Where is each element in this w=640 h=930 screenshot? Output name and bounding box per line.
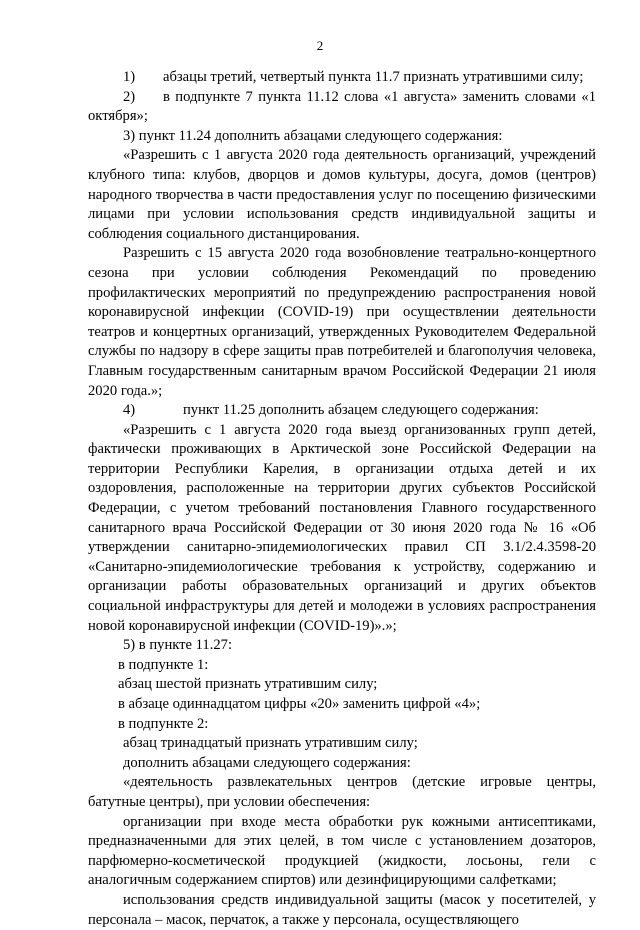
paragraph-item-3: 3) пункт 11.24 дополнить абзацами следующего содержания:	[123, 127, 503, 144]
list-number: 4)	[123, 402, 136, 419]
paragraph-item-2	[88, 88, 596, 127]
paragraph-item-1	[88, 68, 596, 88]
paragraph-item-5: 5) в пункте 11.27:	[123, 637, 233, 654]
list-number: 1)	[123, 69, 136, 85]
paragraph-add-abzacs: дополнить абзацами следующего содержания:	[123, 754, 411, 771]
paragraph-subpoint-2: в подпункте 2:	[118, 715, 209, 732]
paragraph-text: пункт 11.25 дополнить абзацем следующего содержания:	[183, 402, 539, 419]
page-number: 2	[316, 38, 324, 53]
paragraph-subpoint-1: в подпункте 1:	[118, 656, 209, 673]
paragraph-ppe: использования средств индивидуальной защиты (масок у посетителей, у персонала – масок, перчаток, а также у персонала, осуществляющего	[88, 891, 596, 928]
list-number: 2)	[123, 88, 136, 105]
paragraph-entertainment-centers: «деятельность развлекательных центров (детские игровые центры, батутные центры), при условии обеспечения:	[88, 774, 596, 810]
paragraph-quote-clubs: «Разрешить с 1 августа 2020 года деятельность организаций, учреждений клубного типа: клубов, дворцов и домов культуры, досуга, домов (центров) народного творчества в части предоставления услуг по посещению физическими лицами при условии использования средств индивидуальной защиты и соблюдения социального дистанцирования.	[88, 147, 596, 242]
paragraph-item-4	[88, 401, 596, 421]
paragraph-text: абзацы третий, четвертый пункта 11.7 признать утратившими силу;	[163, 69, 584, 85]
paragraph-theatre-season: Разрешить с 15 августа 2020 года возобновление театрально-концертного сезона при условии соблюдения Рекомендаций по проведению профилактических мероприятий по предупреждению распространения новой коронавирусной инфекции (COVID-19) при осуществлении деятельности театров и концертных организаций, утвержденных Руководителем Федеральной службы по надзору в сфере защиты прав потребителей и благополучия человека, Главным государственным санитарным врачом Российской Федерации 21 июля 2020 года.»;	[88, 245, 596, 399]
document-body	[88, 68, 596, 930]
paragraph-antiseptics: организации при входе места обработки рук кожными антисептиками, предназначенными для этих целей, в том числе с установлением дозаторов, парфюмерно-косметической продукцией (жидкости, лосьоны, гели с аналогичным содержанием спиртов) или дезинфицирующими салфетками;	[88, 813, 596, 889]
paragraph-abzac-13: абзац тринадцатый признать утратившим силу;	[123, 735, 418, 752]
paragraph-abzac-6: абзац шестой признать утратившим силу;	[118, 676, 378, 693]
paragraph-text: в подпункте 7 пункта 11.12 слова «1 августа» заменить словами «1 октября»;	[88, 88, 596, 125]
paragraph-quote-children-groups: «Разрешить с 1 августа 2020 года выезд организованных групп детей, фактически проживающих в Арктической зоне Российской Федерации на территории Республики Карелия, в организации отдыха детей и их оздоровления, расположенные на территории других субъектов Российской Федерации, с учетом требований постановления Главного государственного санитарного врача Российской Федерации от 30 июня 2020 года № 16 «Об утверждении санитарно-эпидемиологических правил СП 3.1/2.4.3598-20 «Санитарно-эпидемиологические требования к устройству, содержанию и организации работы образовательных организаций и других объектов социальной инфраструктуры для детей и молодежи в условиях распространения новой коронавирусной инфекции (COVID-19)».»;	[88, 421, 596, 634]
paragraph-abzac-11: в абзаце одиннадцатом цифры «20» заменить цифрой «4»;	[118, 696, 481, 712]
